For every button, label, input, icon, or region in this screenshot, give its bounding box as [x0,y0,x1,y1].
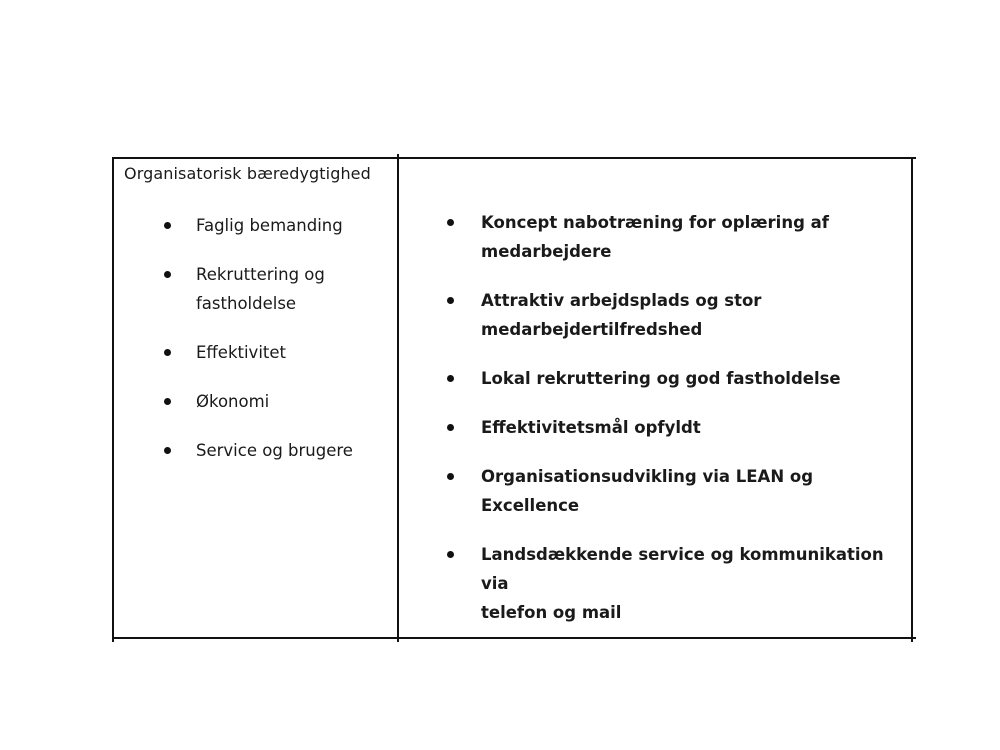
list-item-text: Lokal rekruttering og god fastholdelse [481,369,841,388]
list-item [440,364,900,393]
list-item-text: Landsdækkende service og kommunikation via telefon og mail [481,545,884,622]
list-item [124,387,392,416]
list-item-text: Økonomi [196,392,270,411]
list-item [440,540,900,627]
list-item-text: Attraktiv arbejdsplads og stor medarbejdertilfredshed [481,291,762,339]
list-item [440,208,900,266]
bullet-icon [164,271,171,278]
list-item-text: Koncept nabotræning for oplæring af medarbejdere [481,213,829,261]
bullet-icon [447,473,454,480]
list-item [440,413,900,442]
list-item-text: Effektivitet [196,343,286,362]
right-cell [440,163,900,647]
left-cell [124,163,392,485]
left-bullet-list [124,211,392,465]
list-item [440,462,900,520]
table-right-border [911,157,913,642]
list-item-text: Rekruttering og fastholdelse [196,265,325,313]
bullet-icon [447,219,454,226]
list-item [124,211,392,240]
list-item-text: Service og brugere [196,441,353,460]
table-column-divider [397,154,399,642]
table-left-border [112,157,114,642]
bullet-icon [164,447,171,454]
list-item-text: Faglig bemanding [196,216,343,235]
list-item-text: Effektivitetsmål opfyldt [481,418,701,437]
cell-heading: Organisatorisk bæredygtighed [124,164,371,183]
list-item [124,260,392,318]
list-item [440,286,900,344]
list-item-text: Organisationsudvikling via LEAN og Excellence [481,467,814,515]
bullet-icon [164,222,171,229]
list-item [124,436,392,465]
right-bullet-list [440,208,900,627]
bullet-icon [447,375,454,382]
bullet-icon [447,297,454,304]
bullet-icon [447,424,454,431]
bullet-icon [164,349,171,356]
table-top-border [112,157,916,159]
bullet-icon [164,398,171,405]
bullet-icon [447,551,454,558]
list-item [124,338,392,367]
